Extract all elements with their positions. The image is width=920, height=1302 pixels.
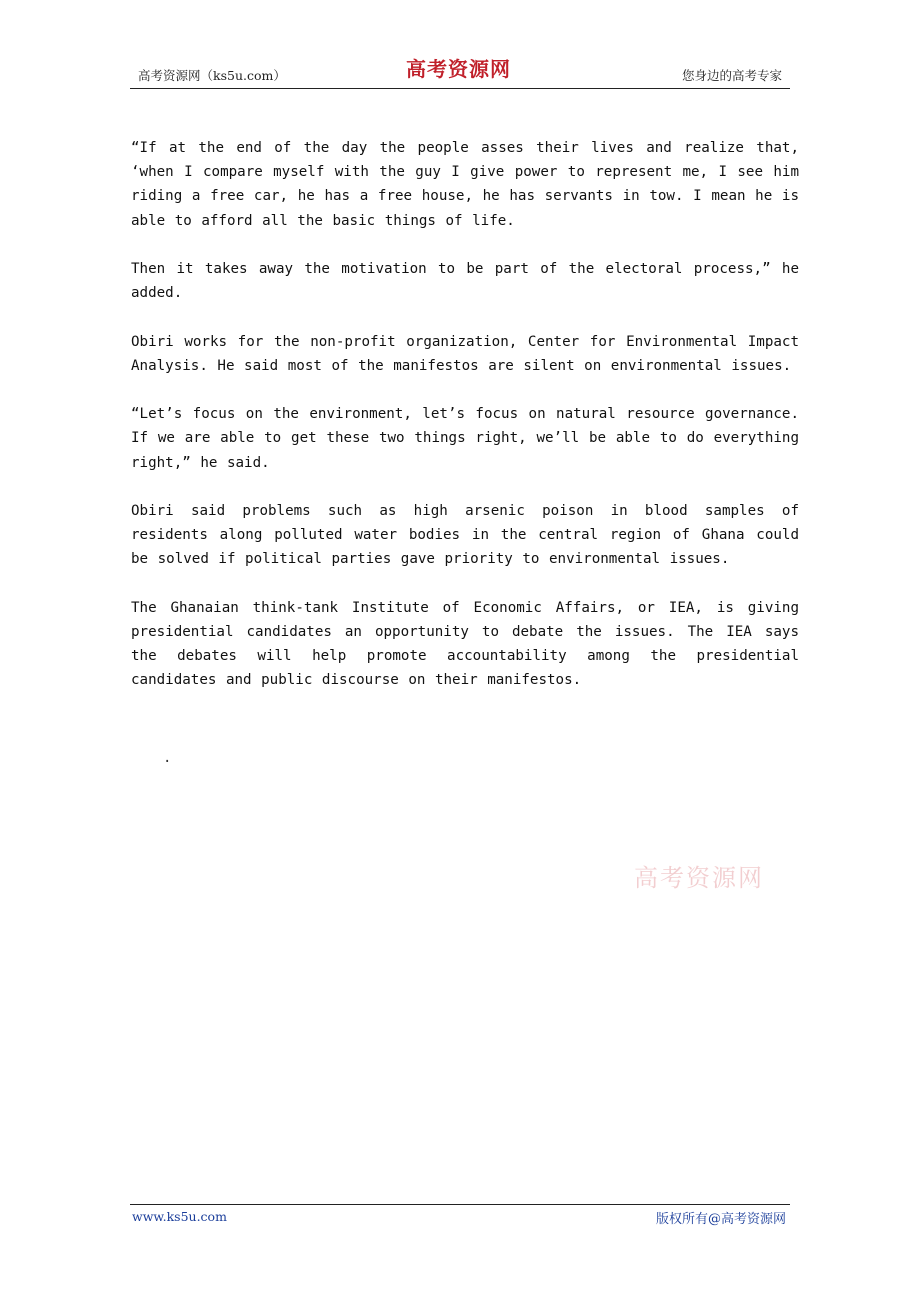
paragraph-4: “Let’s focus on the environment, let’s focus on natural resource governance. If we are able to get these two things right, we’ll be able to do everything right,” he said. bbox=[131, 406, 799, 471]
header-tagline: 您身边的高考专家 bbox=[681, 68, 782, 83]
page-footer bbox=[130, 1204, 790, 1233]
stray-mark: . bbox=[163, 750, 172, 766]
footer-copyright: 版权所有@高考资源网 bbox=[655, 1212, 786, 1227]
watermark-logo: 高考资源网 bbox=[634, 864, 764, 892]
header-site-name: 高考资源网（ks5u.com） bbox=[138, 68, 286, 83]
paragraph-3: Obiri works for the non-profit organization, Center for Environmental Impact Analysis. He said most of the manifestos are silent on environmental issues. bbox=[131, 333, 799, 374]
header-logo: 高考资源网 bbox=[406, 57, 511, 81]
footer-url-link[interactable]: www.ks5u.com bbox=[132, 1209, 227, 1224]
paragraph-2: Then it takes away the motivation to be part of the electoral process,” he added. bbox=[131, 261, 799, 302]
paragraph-6: The Ghanaian think-tank Institute of Economic Affairs, or IEA, is giving presidential candidates an opportunity to debate the issues. The IEA says the debates will help promote accountability among the presidential candidates and public discourse on their manifestos. bbox=[131, 599, 799, 689]
paragraph-5: Obiri said problems such as high arsenic poison in blood samples of residents along polluted water bodies in the central region of Ghana could be solved if political parties gave priority to environmental issues. bbox=[131, 502, 799, 568]
page-header bbox=[130, 52, 790, 89]
paragraph-1: “If at the end of the day the people asses their lives and realize that, ‘when I compare myself with the guy I give power to represent me, I see him riding a free car, he has a free house, he has servants in tow. I mean he is able to afford all the basic things of life. bbox=[131, 140, 799, 229]
article-body bbox=[131, 136, 799, 717]
